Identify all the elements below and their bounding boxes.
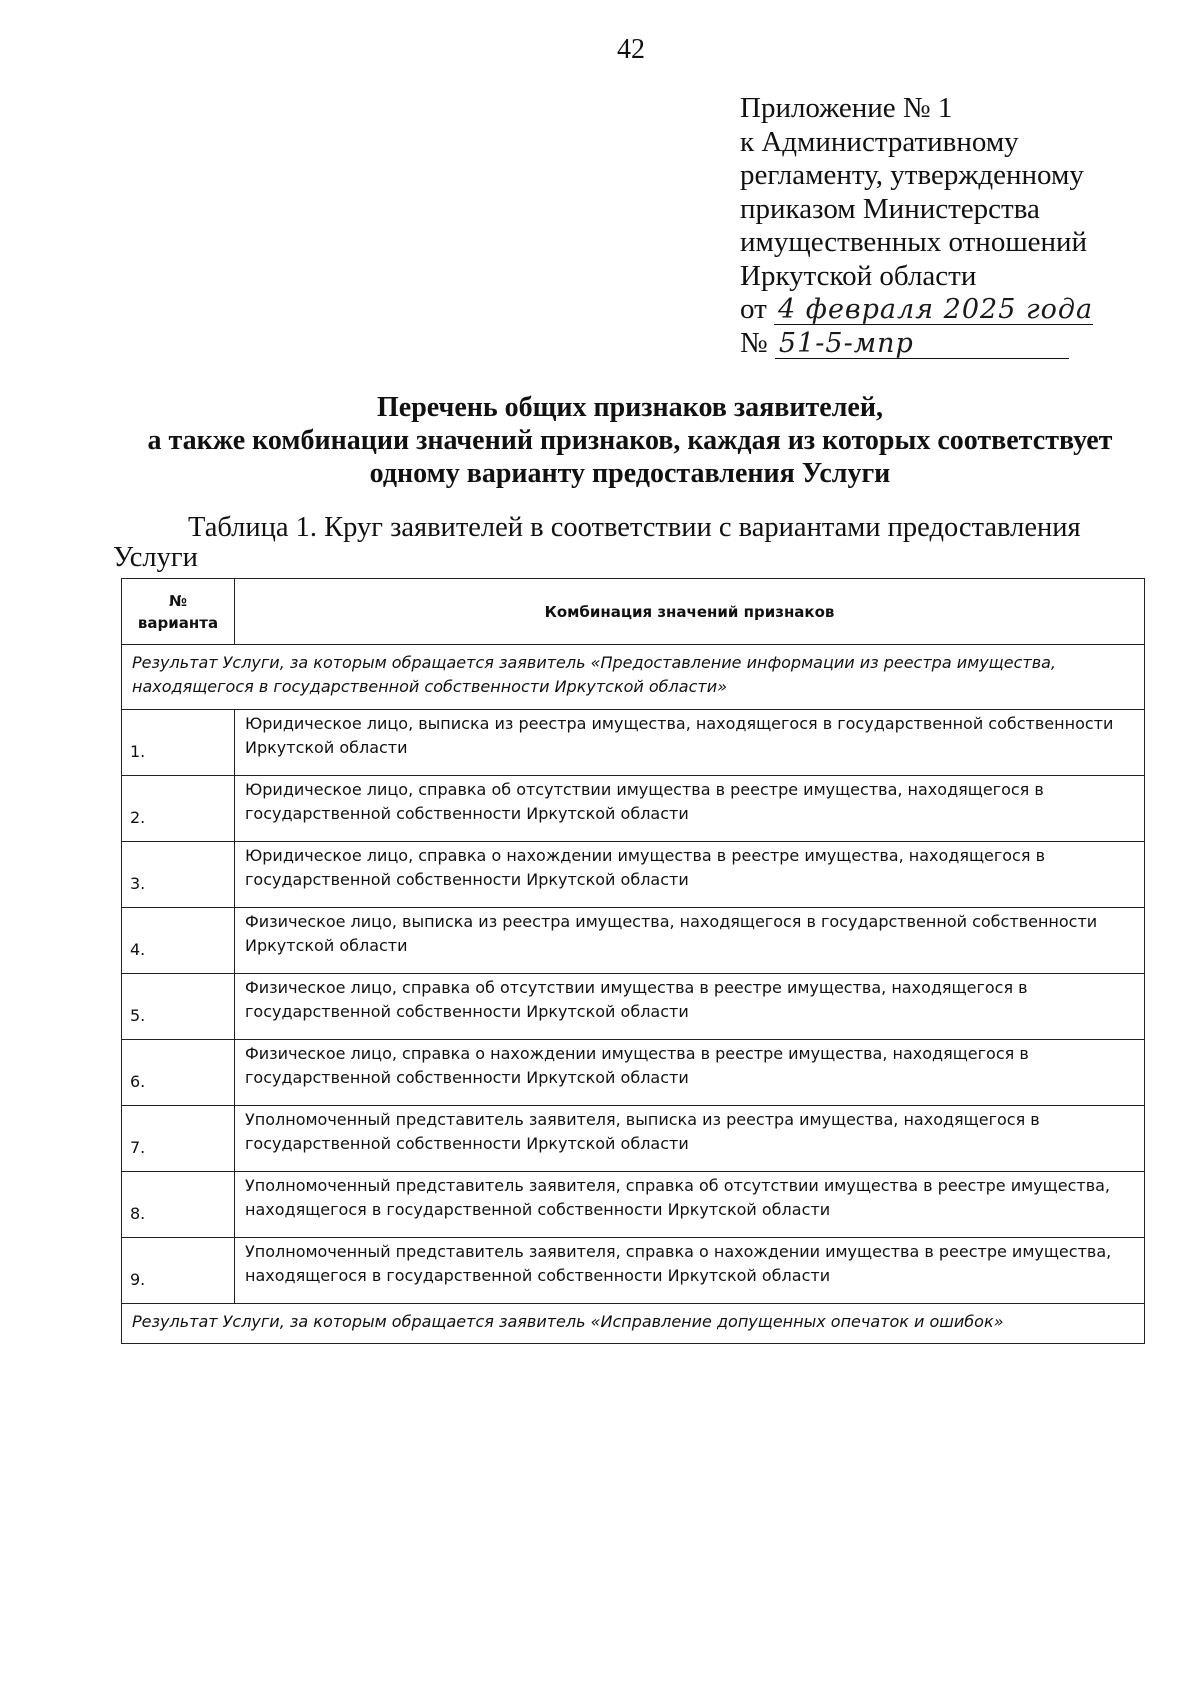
appendix-block bbox=[740, 92, 1120, 360]
table-row bbox=[122, 908, 1145, 974]
header-num-symbol: № bbox=[168, 591, 188, 610]
title-line: одному варианту предоставления Услуги bbox=[369, 458, 891, 489]
variant-combination: Юридическое лицо, справка об отсутствии имущества в реестре имущества, находящегося в государственной собственности Иркутской области bbox=[235, 776, 1145, 842]
variant-number: 1. bbox=[122, 710, 235, 776]
section-result-info: Результат Услуги, за которым обращается заявитель «Предоставление информации из реестра имущества, находящегося в государственной собственности Иркутской области» bbox=[122, 645, 1145, 710]
header-num-label: варианта bbox=[137, 613, 219, 632]
variant-number: 5. bbox=[122, 974, 235, 1040]
date-prefix: от bbox=[740, 293, 767, 325]
caption-line: Услуги bbox=[113, 542, 198, 573]
page-number: 42 bbox=[617, 34, 645, 65]
table-row bbox=[122, 1040, 1145, 1106]
table-row bbox=[122, 974, 1145, 1040]
appendix-line: имущественных отношений bbox=[740, 226, 1088, 258]
appendix-number-line bbox=[740, 327, 1120, 361]
table-row bbox=[122, 842, 1145, 908]
appendix-line: регламенту, утвержденному bbox=[740, 159, 1084, 191]
variant-combination: Уполномоченный представитель заявителя, справка о нахождении имущества в реестре имущества, находящегося в государственной собственности Иркутской области bbox=[235, 1238, 1145, 1304]
variant-number: 9. bbox=[122, 1238, 235, 1304]
variant-number: 7. bbox=[122, 1106, 235, 1172]
section-row bbox=[122, 1304, 1145, 1344]
table-row bbox=[122, 710, 1145, 776]
variant-number: 2. bbox=[122, 776, 235, 842]
variant-number: 3. bbox=[122, 842, 235, 908]
table-row bbox=[122, 1172, 1145, 1238]
appendix-line: к Административному bbox=[740, 125, 1019, 158]
section-row bbox=[122, 645, 1145, 710]
handwritten-number: 51-5-мпр bbox=[775, 330, 1069, 359]
section-result-corrections: Результат Услуги, за которым обращается заявитель «Исправление допущенных опечаток и ошибок» bbox=[122, 1304, 1145, 1344]
header-combination: Комбинация значений признаков bbox=[235, 579, 1145, 645]
header-variant-number bbox=[122, 579, 235, 645]
handwritten-date: 4 февраля 2025 года bbox=[774, 296, 1093, 325]
variant-number: 8. bbox=[122, 1172, 235, 1238]
variant-number: 4. bbox=[122, 908, 235, 974]
applicants-table bbox=[121, 578, 1145, 1344]
table-row bbox=[122, 1238, 1145, 1304]
variant-combination: Уполномоченный представитель заявителя, справка об отсутствии имущества в реестре имущества, находящегося в государственной собственности Иркутской области bbox=[235, 1172, 1145, 1238]
variant-combination: Юридическое лицо, выписка из реестра имущества, находящегося в государственной собственности Иркутской области bbox=[235, 710, 1145, 776]
caption-line: Таблица 1. Круг заявителей в соответствии с вариантами предоставления bbox=[188, 512, 1081, 543]
table-caption bbox=[113, 513, 1148, 573]
variant-number: 6. bbox=[122, 1040, 235, 1106]
variant-combination: Физическое лицо, справка об отсутствии имущества в реестре имущества, находящегося в государственной собственности Иркутской области bbox=[235, 974, 1145, 1040]
variant-combination: Физическое лицо, справка о нахождении имущества в реестре имущества, находящегося в государственной собственности Иркутской области bbox=[235, 1040, 1145, 1106]
variant-combination: Юридическое лицо, справка о нахождении имущества в реестре имущества, находящегося в государственной собственности Иркутской области bbox=[235, 842, 1145, 908]
table-row bbox=[122, 1106, 1145, 1172]
appendix-date-line bbox=[740, 293, 1120, 327]
title-line: Перечень общих признаков заявителей, bbox=[377, 392, 883, 423]
table-row bbox=[122, 776, 1145, 842]
number-prefix: № bbox=[740, 326, 768, 359]
appendix-line: Иркутской области bbox=[740, 259, 977, 292]
variant-combination: Физическое лицо, выписка из реестра имущества, находящегося в государственной собственности Иркутской области bbox=[235, 908, 1145, 974]
table-header-row bbox=[122, 579, 1145, 645]
appendix-line: приказом Министерства bbox=[740, 192, 1040, 225]
appendix-line: Приложение № 1 bbox=[740, 92, 953, 124]
title-line: а также комбинации значений признаков, каждая из которых соответствует bbox=[147, 425, 1113, 456]
document-title bbox=[100, 391, 1160, 490]
variant-combination: Уполномоченный представитель заявителя, выписка из реестра имущества, находящегося в государственной собственности Иркутской области bbox=[235, 1106, 1145, 1172]
